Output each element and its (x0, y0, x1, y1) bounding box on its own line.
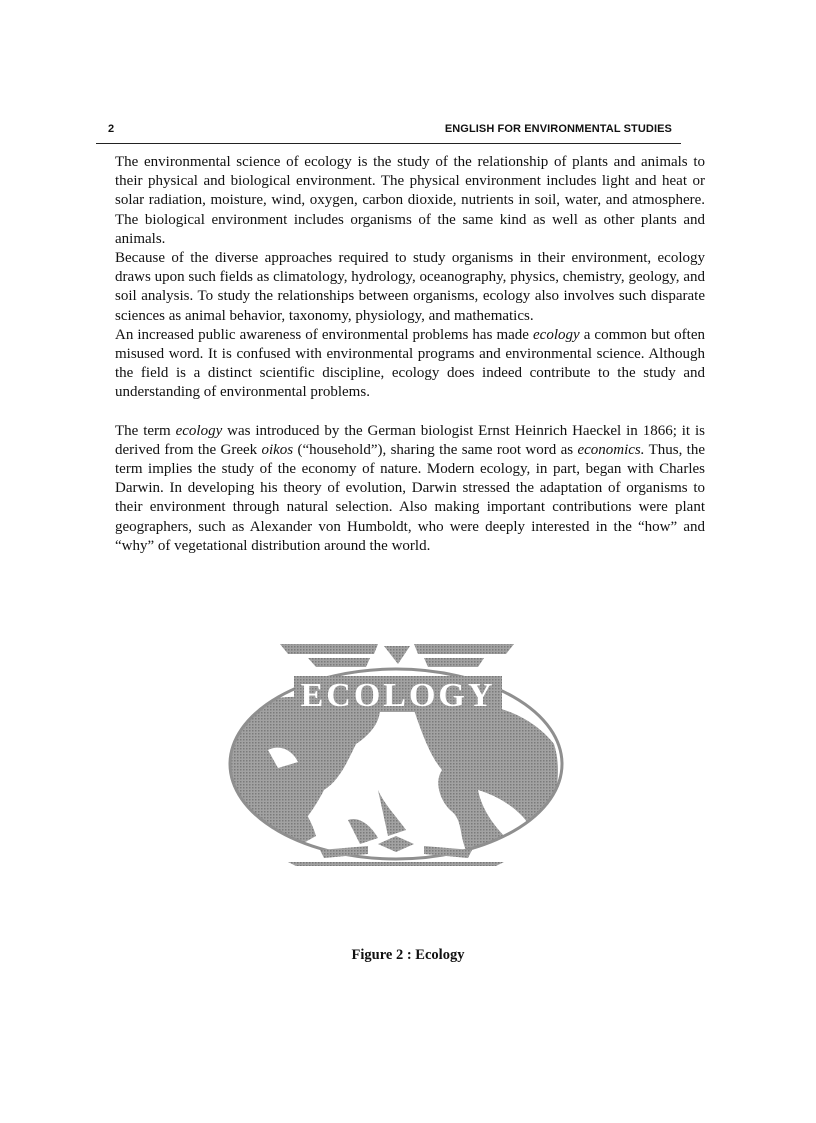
header-rule (96, 143, 681, 144)
term-ecology-2: ecology (175, 422, 223, 439)
paragraph-4-text-a: The term (115, 422, 176, 439)
running-header (108, 123, 672, 139)
running-title: ENGLISH FOR ENVIRONMENTAL STUDIES (444, 123, 672, 135)
term-economics: economics. (577, 441, 645, 458)
paragraph-3 (115, 326, 705, 403)
logo-text: ECOLOGY (300, 677, 496, 714)
logo-top-bars (280, 644, 514, 667)
paragraph-4-text-b: was introduced by the German biologist Ernst Heinrich Haeckel in 1866; it is derived from the Greek (115, 422, 705, 458)
term-ecology: ecology (533, 326, 580, 343)
paragraph-2: Because of the diverse approaches required to study organisms in their environment, ecology draws upon such fields as climatology, hydrology, oceanography, physics, chemistry, geology, and soil analysis. To study the relationships between organisms, ecology also involves such disparate sciences as animal behavior, taxonomy, physiology, and mathematics. (115, 250, 705, 324)
paragraph-4-text-c: (“household”), sharing the same root word as (293, 441, 578, 458)
paragraph-4 (115, 422, 705, 556)
body-text (115, 153, 705, 556)
ecology-globe-logo (228, 640, 564, 868)
term-oikos: oikos (261, 441, 294, 458)
paragraph-3-text-a: An increased public awareness of environmental problems has made (115, 326, 534, 343)
page-number: 2 (108, 123, 115, 135)
paragraph-4-text-d: Thus, the term implies the study of the economy of nature. Modern ecology, in part, began with Charles Darwin. In developing his theory of evolution, Darwin stressed the adaptation of organisms to their environment through natural selection. Also making important contributions were plant geographers, such as Alexander von Humboldt, who were deeply interested in the “how” and “why” of vegetational distribution around the world. (115, 441, 705, 554)
paragraph-3-text-b: a common but often misused word. It is confused with environmental programs and environmental science. Although the field is a distinct scientific discipline, ecology does indeed contribute to the study and understanding of environmental problems. (115, 326, 706, 401)
paragraph-1: The environmental science of ecology is the study of the relationship of plants and animals to their physical and biological environment. The physical environment includes light and heat or solar radiation, moisture, wind, oxygen, carbon dioxide, nutrients in soil, water, and atmosphere. The biological environment includes organisms of the same kind as well as other plants and animals. (115, 154, 705, 247)
figure-caption: Figure 2 : Ecology (351, 947, 465, 963)
ecology-figure (228, 640, 564, 868)
